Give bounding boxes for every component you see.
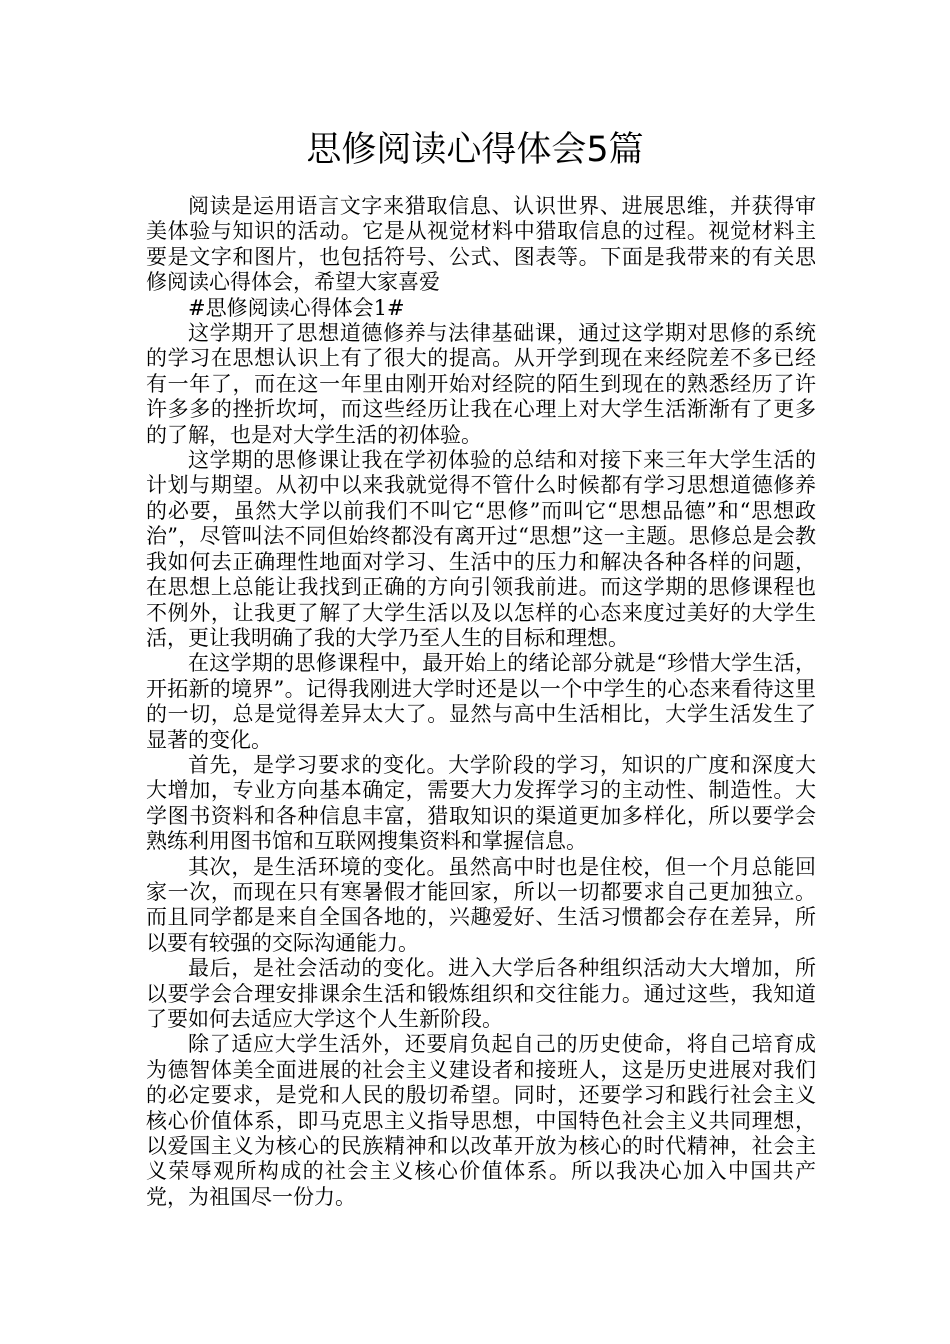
document-body [146, 194, 816, 1210]
paragraph: 最后，是社会活动的变化。进入大学后各种组织活动大大增加，所以要学会合理安排课余生活和锻炼组织和交往能力。通过这些，我知道了要如何去适应大学这个人生新阶段。 [146, 956, 816, 1031]
paragraph-intro: 阅读是运用语言文字来猎取信息、认识世界、进展思维，并获得审美体验与知识的活动。它是从视觉材料中猎取信息的过程。视觉材料主要是文字和图片，也包括符号、公式、图表等。下面是我带来的有关思修阅读心得体会，希望大家喜爱 [146, 194, 816, 295]
paragraph: 这学期开了思想道德修养与法律基础课，通过这学期对思修的系统的学习在思想认识上有了很大的提高。从开学到现在来经院差不多已经有一年了，而在这一年里由刚开始对经院的陌生到现在的熟悉经历了许许多多的挫折坎坷，而这些经历让我在心理上对大学生活渐渐有了更多的了解，也是对大学生活的初体验。 [146, 321, 816, 447]
page-title: 思修阅读心得体会5篇 [306, 130, 644, 170]
paragraph: 其次，是生活环境的变化。虽然高中时也是住校，但一个月总能回家一次，而现在只有寒暑假才能回家，所以一切都要求自己更加独立。而且同学都是来自全国各地的，兴趣爱好、生活习惯都会存在差异，所以要有较强的交际沟通能力。 [146, 854, 816, 955]
section-heading: #思修阅读心得体会1# [188, 295, 405, 320]
paragraph: 除了适应大学生活外，还要肩负起自己的历史使命，将自己培育成为德智体美全面进展的社会主义建设者和接班人，这是历史进展对我们的必定要求，是党和人民的殷切希望。同时，还要学习和践行社会主义核心价值体系，即马克思主义指导思想，中国特色社会主义共同理想，以爱国主义为核心的民族精神和以改革开放为核心的时代精神，社会主义荣辱观所构成的社会主义核心价值体系。所以我决心加入中国共产党，为祖国尽一份力。 [146, 1032, 816, 1209]
paragraph: 在这学期的思修课程中，最开始上的绪论部分就是“珍惜大学生活，开拓新的境界”。记得我刚进大学时还是以一个中学生的心态来看待这里的一切，总是觉得差异太大了。显然与高中生活相比，大学生活发生了显著的变化。 [146, 651, 816, 752]
paragraph: 首先，是学习要求的变化。大学阶段的学习，知识的广度和深度大大增加，专业方向基本确定，需要大力发挥学习的主动性、制造性。大学图书资料和各种信息丰富，猎取知识的渠道更加多样化，所以要学会熟练利用图书馆和互联网搜集资料和掌握信息。 [146, 752, 816, 854]
paragraph: 这学期的思修课让我在学初体验的总结和对接下来三年大学生活的计划与期望。从初中以来我就觉得不管什么时候都有学习思想道德修养的必要，虽然大学以前我们不叫它“思修”而叫它“思想品德”和“思想政治”，尽管叫法不同但始终都没有离开过“思想”这一主题。思修总是会教我如何去正确理性地面对学习、生活中的压力和解决各种各样的问题，在思想上总能让我找到正确的方向引领我前进。而这学期的思修课程也不例外，让我更了解了大学生活以及以怎样的心态来度过美好的大学生活，更让我明确了我的大学乃至人生的目标和理想。 [146, 448, 816, 650]
